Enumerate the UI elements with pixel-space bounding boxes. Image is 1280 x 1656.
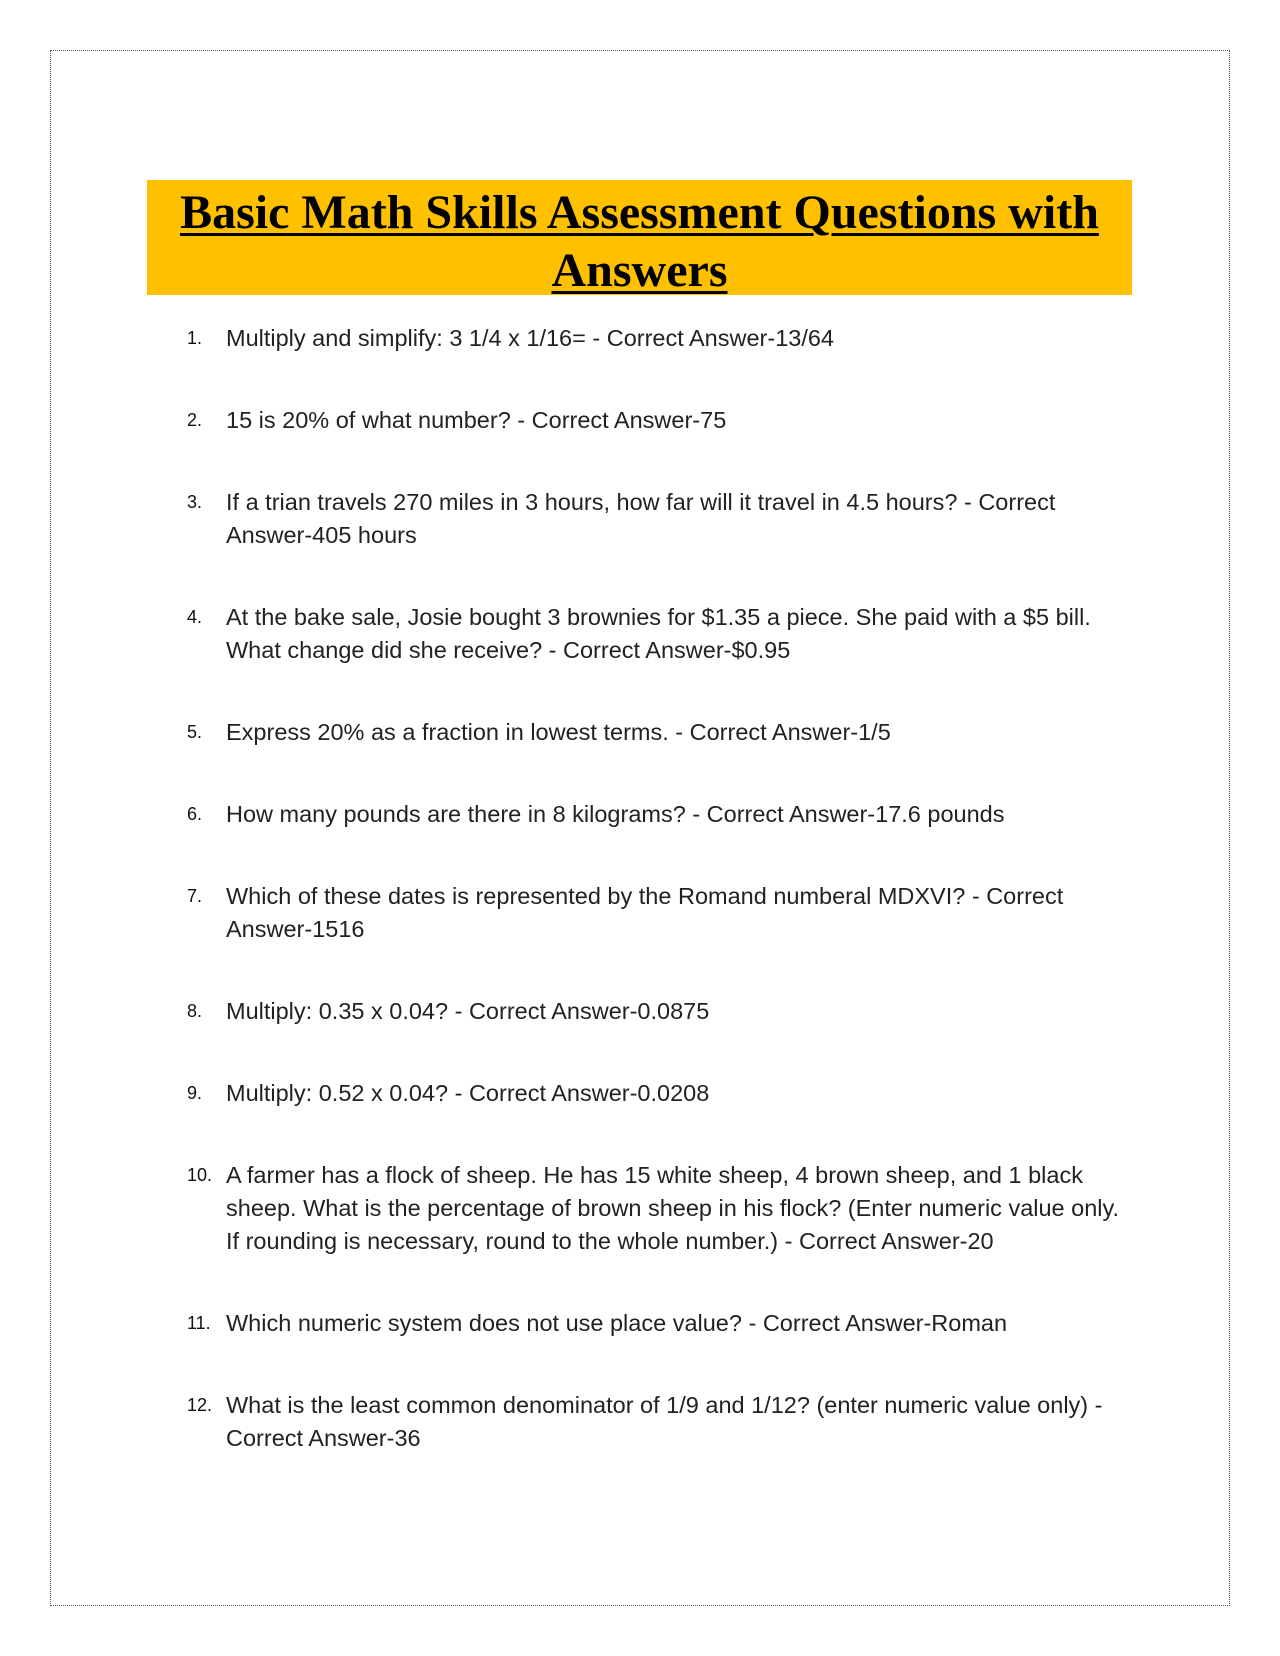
question-item — [147, 1077, 1127, 1110]
question-item — [147, 880, 1127, 946]
question-text: Which of these dates is represented by the Romand numberal MDXVI? - Correct Answer-1516 — [226, 883, 1064, 942]
question-item — [147, 322, 1127, 355]
question-number: 12. — [187, 1395, 213, 1415]
question-text: At the bake sale, Josie bought 3 brownies for $1.35 a piece. She paid with a $5 bill. What change did she receive? - Correct Answer-$0.95 — [226, 604, 1091, 663]
question-number: 2. — [187, 410, 203, 430]
question-number: 8. — [187, 1001, 203, 1021]
question-number: 4. — [187, 607, 203, 627]
question-text: Multiply and simplify: 3 1/4 x 1/16= - Correct Answer-13/64 — [226, 325, 835, 351]
question-number: 1. — [187, 328, 203, 348]
question-text: Multiply: 0.35 x 0.04? - Correct Answer-0.0875 — [226, 998, 710, 1024]
question-item — [147, 486, 1127, 552]
question-item — [147, 716, 1127, 749]
question-number: 5. — [187, 722, 203, 742]
question-number: 11. — [187, 1313, 211, 1333]
question-item — [147, 1389, 1127, 1455]
question-number: 7. — [187, 886, 203, 906]
question-text: If a trian travels 270 miles in 3 hours, how far will it travel in 4.5 hours? - Correct Answer-405 hours — [226, 489, 1056, 548]
question-item — [147, 995, 1127, 1028]
question-number: 9. — [187, 1083, 203, 1103]
title-banner — [147, 180, 1132, 295]
question-number: 6. — [187, 804, 203, 824]
question-item — [147, 1159, 1127, 1258]
question-text: How many pounds are there in 8 kilograms? - Correct Answer-17.6 pounds — [226, 801, 1005, 827]
question-item — [147, 601, 1127, 667]
question-text: A farmer has a flock of sheep. He has 15 white sheep, 4 brown sheep, and 1 black sheep. What is the percentage of brown sheep in his flock? (Enter numeric value only. If rounding is necessary, round to the whole number.) - Correct Answer-20 — [226, 1162, 1120, 1254]
question-text: 15 is 20% of what number? - Correct Answer-75 — [226, 407, 727, 433]
document-title: Basic Math Skills Assessment Questions with Answers — [180, 186, 1099, 297]
question-text: Multiply: 0.52 x 0.04? - Correct Answer-0.0208 — [226, 1080, 710, 1106]
question-item — [147, 1307, 1127, 1340]
question-item — [147, 404, 1127, 437]
question-text: Which numeric system does not use place value? - Correct Answer-Roman — [226, 1310, 1008, 1336]
question-text: Express 20% as a fraction in lowest terms. - Correct Answer-1/5 — [226, 719, 891, 745]
question-list — [147, 322, 1127, 1504]
question-number: 10. — [187, 1165, 213, 1185]
question-item — [147, 798, 1127, 831]
question-number: 3. — [187, 492, 203, 512]
question-text: What is the least common denominator of 1/9 and 1/12? (enter numeric value only) - Correct Answer-36 — [226, 1392, 1103, 1451]
